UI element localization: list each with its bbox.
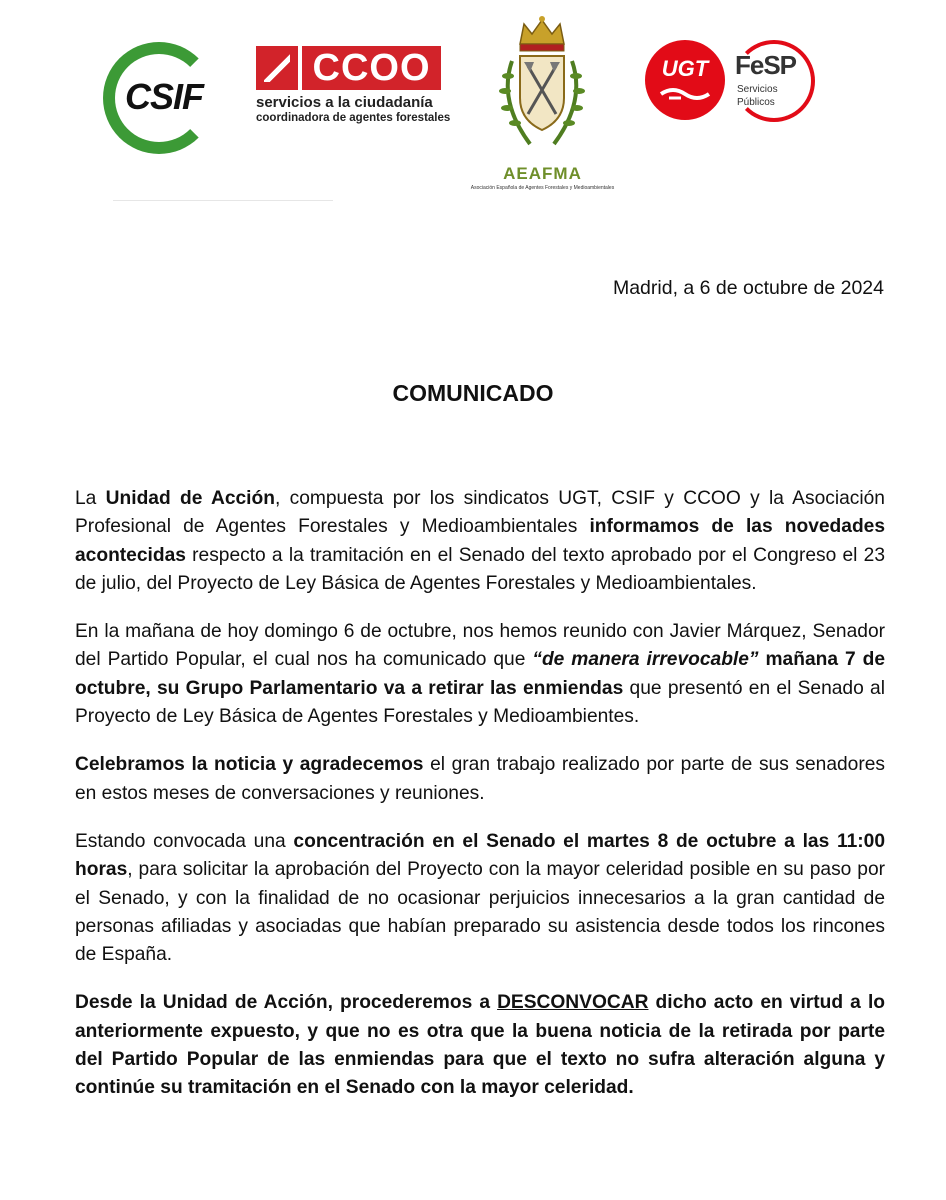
text: respecto a la tramitación en el Senado del texto aprobado por el Congreso el 23 de julio, del Proyecto de Ley Básica de Agentes Forestales y Medioambientales. [75,544,885,594]
text: Estando convocada una [75,830,294,852]
emphasis: Unidad de Acción [105,488,275,509]
quote-emphasis: “de manera irrevocable” [532,649,759,671]
document-body [75,485,885,1123]
document-date: Madrid, a 6 de octubre de 2024 [612,277,884,299]
emphasis: concentración en el Senado el martes 8 de octubre a las 11:00 horas [75,830,885,881]
aeafma-crest-icon [490,16,595,161]
text: , para solicitar la aprobación del Proyecto con la mayor celeridad posible en su paso por el Senado, y con la finalidad de no ocasionar perjuicios innecesarios a la gran cantidad de personas afiliadas y asociadas que habían preparado su asistencia desde todos los rincones de España. [75,859,885,966]
text: , compuesta por los sindicatos UGT, CSIF y CCOO y la Asociación Profesional de Agentes Forestales y Medioambientales [75,488,885,538]
ugt-logo-text: UGT [661,56,709,81]
divider [113,200,333,201]
paragraph-3 [75,751,885,808]
document-title: COMUNICADO [392,380,554,406]
ugt-fesp-logo [645,40,820,125]
fesp-logo-text: FeSP [735,50,797,80]
emphasis: informamos de las novedades acontecidas [75,516,886,566]
underlined-emphasis: DESCONVOCAR [497,992,649,1014]
emphasis: Desde la Unidad de Acción, procederemos a [75,992,498,1014]
csif-logo [103,42,233,162]
ccoo-emblem-icon [256,46,298,90]
fesp-subtitle-1: Servicios [737,84,778,95]
aeafma-subtitle: Asociación Española de Agentes Forestales y Medioambientales [470,185,615,191]
paragraph-2 [75,618,885,731]
csif-logo-text: CSIF [125,76,204,117]
text: el gran trabajo realizado por parte de sus senadores en estos meses de conversaciones y reuniones. [75,754,886,804]
fesp-subtitle-2: Públicos [737,97,775,108]
paragraph-1 [75,485,885,598]
emphasis: mañana 7 de octubre, su Grupo Parlamentario va a retirar las enmiendas [75,649,885,699]
emphasis: dicho acto en virtud a lo anteriormente expuesto, y que no es otra que la buena noticia de la retirada por parte del Partido Popular de las enmiendas para que el texto no sufra alteración alguna y continúe su tramitación en el Senado con la mayor celeridad. [75,992,885,1099]
ccoo-logo-text: CCOO [302,46,441,90]
paragraph-5 [75,989,885,1102]
paragraph-4 [75,828,885,969]
text: que presentó en el Senado al Proyecto de Ley Básica de Agentes Forestales y Medioambientes. [75,677,885,728]
handshake-icon [659,84,711,104]
emphasis: Celebramos la noticia y agradecemos [75,754,424,776]
ugt-circle [645,40,725,120]
text: La [75,488,106,509]
aeafma-logo [470,16,615,191]
ccoo-subtitle-2: coordinadora de agentes forestales [256,112,451,124]
text: En la mañana de hoy domingo 6 de octubre, nos hemos reunido con Javier Márquez, Senador del Partido Popular, el cual nos ha comunicado que [75,621,885,671]
ccoo-logo [256,46,451,126]
aeafma-logo-text: AEAFMA [503,164,582,183]
ccoo-subtitle-1: servicios a la ciudadanía [256,94,433,111]
